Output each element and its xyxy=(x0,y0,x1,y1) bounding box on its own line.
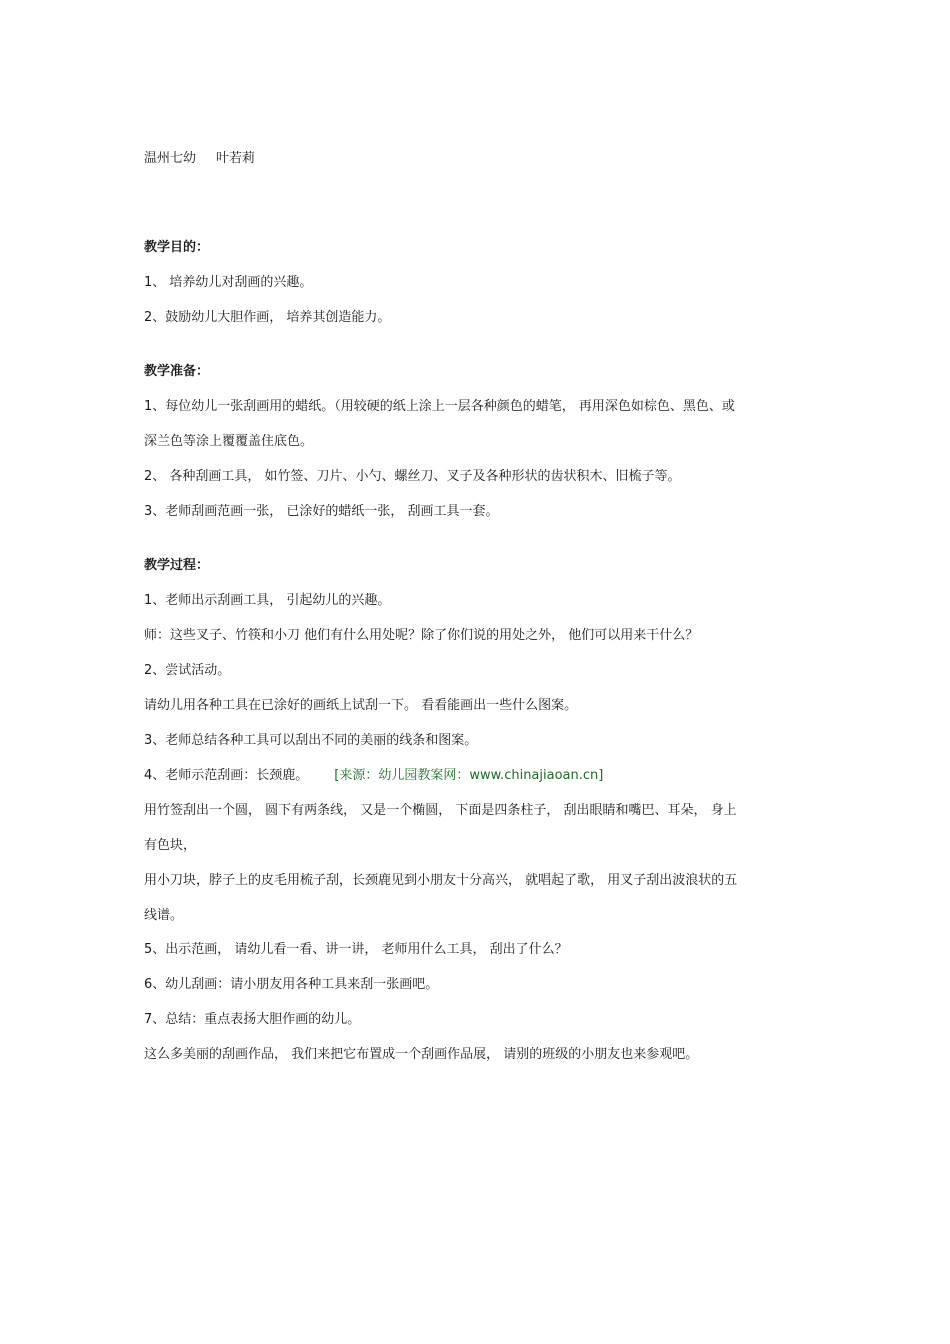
process-step-4-detail-2-line-2: 线谱。 xyxy=(144,908,184,923)
preparation-heading: 教学准备： xyxy=(144,364,210,379)
preparation-item-1-line-2: 深兰色等涂上覆覆盖住底色。 xyxy=(144,434,314,449)
process-step-4: 4、老师示范刮画：长颈鹿。 xyxy=(144,768,309,783)
teacher-name: 叶若莉 xyxy=(216,151,256,166)
preparation-item-3: 3、老师刮画范画一张， 已涂好的蜡纸一张， 刮画工具一套。 xyxy=(144,504,499,519)
author-line xyxy=(144,150,255,168)
school-name: 温州七幼 xyxy=(144,151,197,166)
process-step-1-detail: 师：这些叉子、竹筷和小刀 他们有什么用处呢？除了你们说的用处之外， 他们可以用来干什么？ xyxy=(144,628,699,643)
objective-item-1: 1、 培养幼儿对刮画的兴趣。 xyxy=(144,275,313,290)
process-step-2-detail: 请幼儿用各种工具在已涂好的画纸上试刮一下。 看看能画出一些什么图案。 xyxy=(144,698,578,713)
objective-item-2: 2、鼓励幼儿大胆作画， 培养其创造能力。 xyxy=(144,310,391,325)
process-step-4-detail-1-line-2: 有色块， xyxy=(144,838,197,853)
process-step-1: 1、老师出示刮画工具， 引起幼儿的兴趣。 xyxy=(144,593,391,608)
preparation-item-1-line-1: 1、每位幼儿一张刮画用的蜡纸。（用较硬的纸上涂上一层各种颜色的蜡笔， 再用深色如棕色、黑色、或 xyxy=(144,399,735,414)
process-step-5: 5、出示范画， 请幼儿看一看、讲一讲， 老师用什么工具， 刮出了什么？ xyxy=(144,942,568,957)
source-link[interactable]: [来源：幼儿园教案网：www.chinajiaoan.cn] xyxy=(334,768,604,783)
process-step-4-detail-2-line-1: 用小刀块，脖子上的皮毛用梳子刮，长颈鹿见到小朋友十分高兴， 就唱起了歌， 用叉子刮出波浪状的五 xyxy=(144,873,738,888)
process-step-4-line xyxy=(144,767,603,785)
closing-paragraph: 这么多美丽的刮画作品， 我们来把它布置成一个刮画作品展， 请别的班级的小朋友也来参观吧。 xyxy=(144,1047,699,1062)
preparation-item-2: 2、 各种刮画工具， 如竹签、刀片、小勺、螺丝刀、叉子及各种形状的齿状积木、旧梳子等。 xyxy=(144,469,681,484)
objectives-heading: 教学目的： xyxy=(144,240,210,255)
process-step-3: 3、老师总结各种工具可以刮出不同的美丽的线条和图案。 xyxy=(144,733,478,748)
process-step-2: 2、尝试活动。 xyxy=(144,663,231,678)
process-step-4-detail-1-line-1: 用竹签刮出一个圆， 圆下有两条线， 又是一个椭圆， 下面是四条柱子， 刮出眼睛和嘴巴、耳朵， 身上 xyxy=(144,803,737,818)
process-step-7: 7、总结：重点表扬大胆作画的幼儿。 xyxy=(144,1012,361,1027)
process-step-6: 6、幼儿刮画：请小朋友用各种工具来刮一张画吧。 xyxy=(144,977,439,992)
process-heading: 教学过程： xyxy=(144,558,210,573)
